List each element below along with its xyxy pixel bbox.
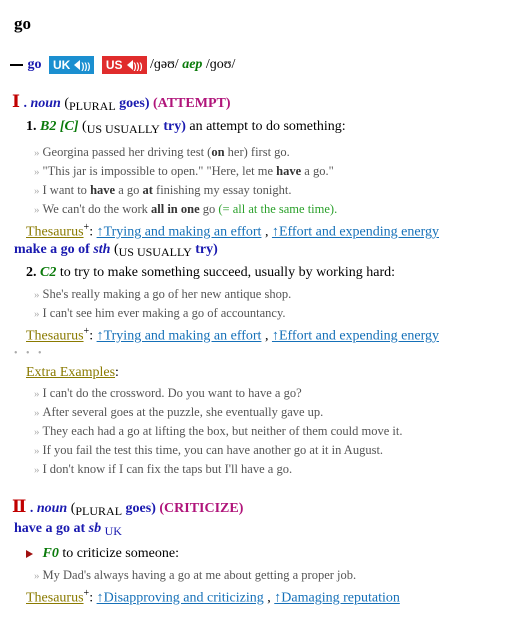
arrow-icon: » xyxy=(34,308,40,320)
section2-roman: Ⅱ xyxy=(12,497,27,516)
sense2-level: C2 xyxy=(40,265,57,280)
section2-plural-label: PLURAL xyxy=(75,504,123,518)
section1-plural-open: ( xyxy=(64,96,69,111)
thesaurus2-link1[interactable]: ↑Trying and making an effort xyxy=(96,328,262,344)
sense2-definition: to try to make something succeed, usually by working hard: xyxy=(59,265,395,280)
sense3-example: » My Dad's always having a go at me about getting a proper job. xyxy=(34,568,357,582)
section2-dot: . xyxy=(29,501,34,516)
phrase2 xyxy=(14,521,122,539)
arrow-icon: » xyxy=(34,570,40,582)
section2-header xyxy=(12,497,243,519)
more-dots: • • • xyxy=(14,348,45,359)
sound-waves-icon: ))) xyxy=(133,60,143,71)
extra-example: » After several goes at the puzzle, she eventually gave up. xyxy=(34,405,324,419)
section2-pos: noun xyxy=(36,501,68,516)
arrow-icon: » xyxy=(34,147,40,159)
sense1-line xyxy=(26,119,346,137)
phrase2-sb: sb xyxy=(88,521,102,536)
thesaurus3: Thesaurus+: ↑Disapproving and criticizing , ↑Damaging reputation xyxy=(26,588,400,606)
sense1-us-word: try) xyxy=(163,119,186,134)
dash-mark xyxy=(10,64,23,66)
sense2-example: » I can't see him ever making a go of accountancy. xyxy=(34,306,286,320)
sense1-us-label: US USUALLY xyxy=(86,122,160,136)
us-audio-button[interactable] xyxy=(102,56,147,74)
sense1-grammar: [C] xyxy=(59,119,79,134)
thesaurus1-link2[interactable]: ↑Effort and expending energy xyxy=(271,224,439,240)
speaker-icon xyxy=(74,60,80,70)
thesaurus2-label[interactable]: Thesaurus xyxy=(26,328,84,344)
extra-example: » I don't know if I can fix the taps but I'll have a go. xyxy=(34,462,293,476)
extra-example: » I can't do the crossword. Do you want to have a go? xyxy=(34,386,302,400)
ipa-us: /ɡoʊ/ xyxy=(205,57,236,73)
sense1-example: » I want to have a go at finishing my essay tonight. xyxy=(34,183,292,197)
arrow-icon: » xyxy=(34,426,40,438)
extra-examples-label[interactable]: Extra Examples xyxy=(26,365,116,380)
sense3-definition: to criticize someone: xyxy=(62,546,179,561)
speaker-icon xyxy=(127,60,133,70)
thesaurus3-link2[interactable]: ↑Damaging reputation xyxy=(274,590,400,606)
arrow-icon: » xyxy=(34,289,40,301)
phrase2-region: UK xyxy=(104,524,122,538)
section1-pos: noun xyxy=(30,96,61,111)
thesaurus1: Thesaurus+: ↑Trying and making an effort , ↑Effort and expending energy xyxy=(26,222,439,240)
phrase1 xyxy=(14,242,218,260)
arrow-icon: » xyxy=(34,166,40,178)
section1-header xyxy=(12,92,231,114)
sense1-level: B2 xyxy=(40,119,57,134)
arrow-icon: » xyxy=(34,204,40,216)
uk-audio-button[interactable] xyxy=(49,56,94,74)
phrase1-sth: sth xyxy=(93,242,111,257)
section1-plural-form: goes) xyxy=(119,96,150,111)
sense2-example: » She's really making a go of her new antique shop. xyxy=(34,287,292,301)
sense1-definition: an attempt to do something: xyxy=(189,119,346,134)
headword-line xyxy=(10,56,235,74)
sound-waves-icon: ))) xyxy=(81,60,91,71)
section2-guide: (CRITICIZE) xyxy=(159,501,244,516)
thesaurus2-link2[interactable]: ↑Effort and expending energy xyxy=(271,328,439,344)
phrase1-text: make a go of xyxy=(14,242,94,257)
triangle-bullet-icon xyxy=(26,550,33,558)
headword: go xyxy=(27,57,42,73)
sense1-example: » Georgina passed her driving test (on her) first go. xyxy=(34,145,290,159)
arrow-icon: » xyxy=(34,407,40,419)
phrase1-us-word: try) xyxy=(195,242,218,257)
arrow-icon: » xyxy=(34,445,40,457)
thesaurus2: Thesaurus+: ↑Trying and making an effort , ↑Effort and expending energy xyxy=(26,326,439,344)
phrase1-us-label: US USUALLY xyxy=(118,245,192,259)
section2-plural-open: ( xyxy=(70,501,76,516)
extra-example: » If you fail the test this time, you can have another go at it in August. xyxy=(34,443,384,457)
sense1-example: » We can't do the work all in one go (= all at the same time). xyxy=(34,202,338,216)
sense1-us-open: ( xyxy=(82,119,87,134)
sense3-level: F0 xyxy=(42,546,59,561)
section1-dot: . xyxy=(23,96,27,111)
thesaurus1-label[interactable]: Thesaurus xyxy=(26,224,84,240)
thesaurus1-link1[interactable]: ↑Trying and making an effort xyxy=(96,224,262,240)
extra-examples-header: Extra Examples: xyxy=(26,365,119,380)
extra-example: » They each had a go at lifting the box, but neither of them could move it. xyxy=(34,424,403,438)
section1-guide: (ATTEMPT) xyxy=(152,96,231,111)
phrase1-us-open: ( xyxy=(113,242,119,257)
arrow-icon: » xyxy=(34,388,40,400)
sense1-example: » "This jar is impossible to open." "Here, let me have a go." xyxy=(34,164,334,178)
uk-label: UK xyxy=(53,58,71,72)
arrow-icon: » xyxy=(34,464,40,476)
sense1-num: 1. xyxy=(26,119,37,134)
us-marker: aep xyxy=(182,57,203,73)
phrase2-text: have a go at xyxy=(14,521,89,536)
section1-roman: Ⅰ xyxy=(12,92,20,111)
sense2-num: 2. xyxy=(26,265,37,280)
ipa-uk: /ɡəʊ/ xyxy=(150,57,179,73)
entry-title: go xyxy=(14,14,31,33)
sense2-line xyxy=(26,265,395,281)
thesaurus3-link1[interactable]: ↑Disapproving and criticizing xyxy=(96,590,264,606)
section2-plural-form: goes) xyxy=(125,501,156,516)
thesaurus3-label[interactable]: Thesaurus xyxy=(26,590,84,606)
section1-plural-label: PLURAL xyxy=(68,99,116,113)
us-label: US xyxy=(105,58,123,72)
sense3-line xyxy=(26,546,179,562)
arrow-icon: » xyxy=(34,185,40,197)
